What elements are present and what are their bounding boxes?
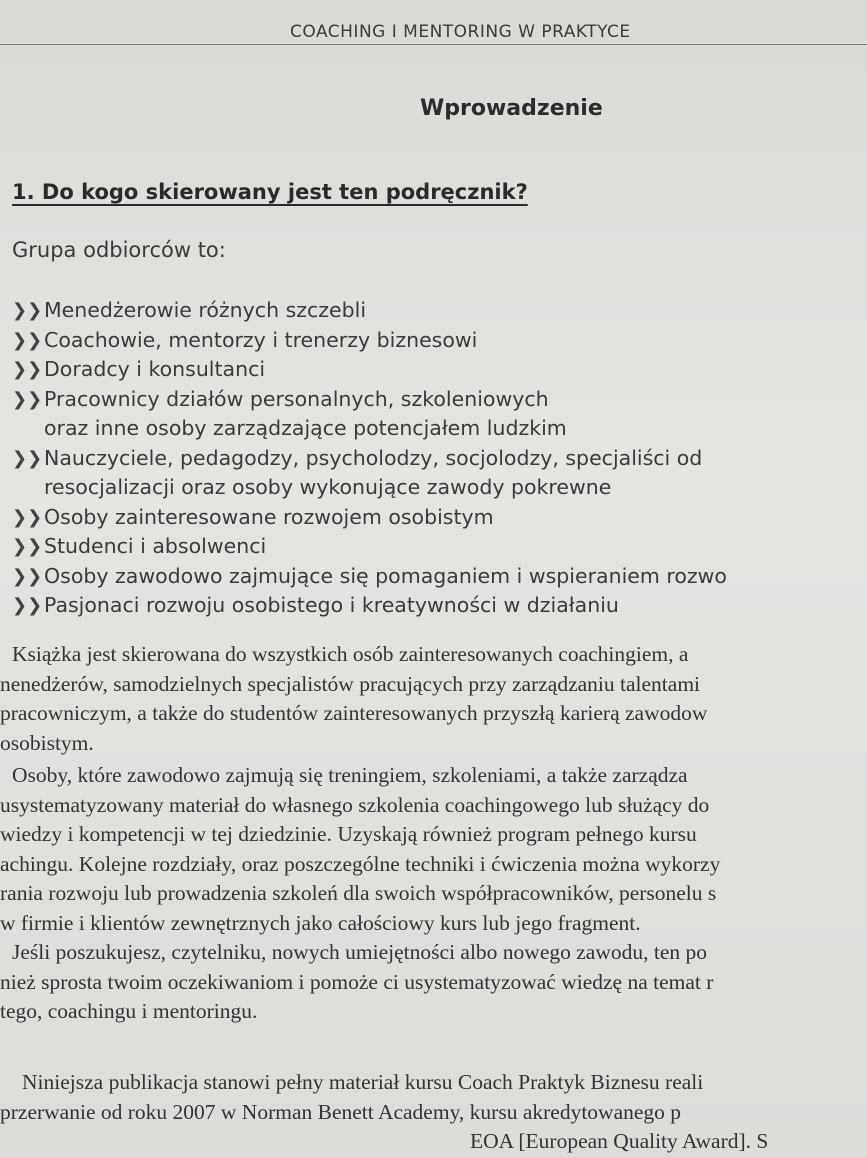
paragraph-line: osobistym. (0, 730, 94, 755)
paragraph-line: Osoby, które zawodowo zajmują się treningiem, szkoleniami, a także zarządza (12, 763, 688, 787)
paragraph-target-readers (0, 640, 867, 758)
double-chevron-icon: ❯❯ (12, 329, 43, 351)
double-chevron-icon: ❯❯ (12, 506, 43, 528)
paragraph-line: tego, coachingu i mentoringu. (0, 999, 258, 1023)
list-item-text: Osoby zawodowo zajmujące się pomaganiem i wspieraniem rozwo (44, 563, 727, 588)
list-item (12, 532, 867, 562)
list-item (12, 591, 867, 621)
list-item (12, 385, 867, 444)
paragraph-line: przerwanie od roku 2007 w Norman Benett Academy, kursu akredytowanego p (0, 1099, 682, 1124)
double-chevron-icon: ❯❯ (12, 359, 43, 380)
paragraph-publication (0, 1068, 867, 1157)
list-item (12, 326, 867, 356)
list-item-text: Osoby zainteresowane rozwojem osobistym (44, 504, 494, 529)
paragraph-trainers (0, 761, 867, 1027)
running-head: COACHING I MENTORING W PRAKTYCE (290, 22, 631, 42)
paragraph-line: nenedżerów, samodzielnych specjalistów pracujących przy zarządzaniu talentami (0, 671, 701, 696)
list-item (12, 355, 867, 385)
double-chevron-icon: ❯❯ (12, 595, 43, 616)
paragraph-line: achingu. Kolejne rozdziały, oraz poszczególne techniki i ćwiczenia można wykorzy (0, 851, 721, 876)
double-chevron-icon: ❯❯ (12, 536, 43, 557)
section-heading: 1. Do kogo skierowany jest ten podręcznik? (12, 180, 528, 204)
list-item (12, 296, 867, 326)
audience-list (12, 296, 867, 621)
list-item-text: Menedżerowie różnych szczebli (44, 298, 367, 322)
list-item-text: Doradcy i konsultanci (44, 357, 266, 381)
paragraph-line: Książka jest skierowana do wszystkich osób zainteresowanych coachingiem, a (12, 642, 689, 666)
paragraph-line: w firmie i klientów zewnętrznych jako całościowy kurs lub jego fragment. (0, 910, 641, 935)
paragraph-line: Jeśli poszukujesz, czytelniku, nowych umiejętności albo nowego zawodu, ten po (12, 940, 708, 964)
paragraph-line: EOA [European Quality Award]. S (470, 1129, 769, 1153)
paragraph-line: Niniejsza publikacja stanowi pełny materiał kursu Coach Praktyk Biznesu reali (22, 1070, 704, 1094)
paragraph-line: pracowniczym, a także do studentów zainteresowanych przyszłą karierą zawodow (0, 701, 708, 725)
list-item-text: Coachowie, mentorzy i trenerzy biznesowi (44, 327, 478, 352)
list-item-text: Studenci i absolwenci (44, 534, 267, 558)
list-item-text: Pasjonaci rozwoju osobistego i kreatywności w działaniu (44, 593, 619, 617)
list-item-text-continued: resocjalizacji oraz osoby wykonujące zawody pokrewne (44, 475, 612, 499)
list-item (12, 444, 867, 503)
paragraph-line: usystematyzowany materiał do własnego szkolenia coachingowego lub służący do (0, 792, 710, 817)
paragraph-line: wiedzy i kompetencji w tej dziedzinie. Uzyskają również program pełnego kursu (0, 822, 697, 846)
paragraph-line: rania rozwoju lub prowadzenia szkoleń dla swoich współpracowników, personelu s (0, 881, 717, 905)
list-item (12, 562, 867, 592)
list-item-text: Pracownicy działów personalnych, szkoleniowych (44, 386, 549, 411)
double-chevron-icon: ❯❯ (12, 565, 43, 587)
header-rule (0, 44, 867, 45)
double-chevron-icon: ❯❯ (12, 300, 43, 321)
audience-intro: Grupa odbiorców to: (12, 238, 226, 262)
list-item (12, 503, 867, 533)
paragraph-line: nież sprosta twoim oczekiwaniom i pomoże ci usystematyzować wiedzę na temat r (0, 969, 714, 994)
double-chevron-icon: ❯❯ (12, 447, 43, 469)
list-item-text: Nauczyciele, pedagodzy, psycholodzy, socjolodzy, specjaliści od (44, 445, 703, 470)
chapter-title: Wprowadzenie (420, 96, 603, 121)
double-chevron-icon: ❯❯ (12, 388, 43, 410)
list-item-text-continued: oraz inne osoby zarządzające potencjałem ludzkim (44, 416, 567, 440)
